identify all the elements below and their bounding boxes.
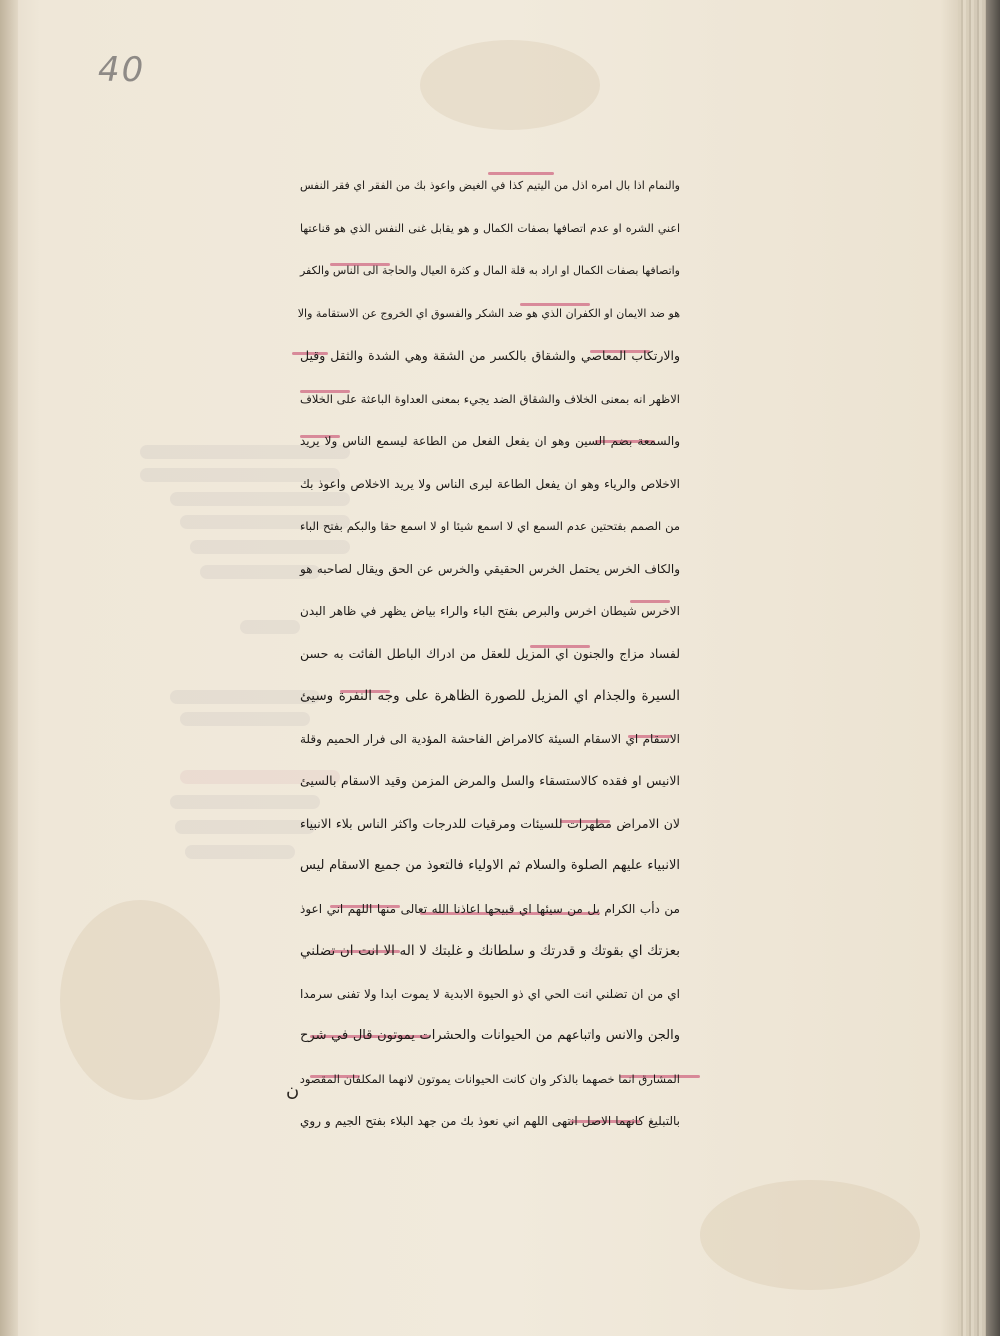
- text-line: لان الامراض مطهرات للسيئات ومرقيات للدرجات واكثر الناس بلاء الانبياء: [300, 815, 680, 831]
- text-line: اي من ان تضلني انت الحي اي ذو الحيوة الابدية لا يموت ابدا ولا تفنى سرمدا: [300, 986, 680, 1001]
- foxing-stain: [60, 900, 220, 1100]
- text-line: واتصافها بصفات الكمال او اراد به قلة المال و كثرة العيال والحاجة الى الناس والكفر: [299, 264, 680, 277]
- text-line: لفساد مزاج والجنون اي المزيل للعقل من ادراك الباطل الفائت به حسن: [300, 645, 680, 661]
- text-line: بعزتك اي بقوتك و قدرتك و سلطانك و غلبتك لا اله الا انت ان تضلني: [300, 943, 680, 959]
- main-text-block: [297, 165, 680, 1143]
- text-line: الاخلاص والرياء وهو ان يفعل الطاعة ليرى الناس ولا يريد الاخلاص واعوذ بك: [300, 476, 680, 491]
- text-line: اعني الشره او عدم اتصافها بصفات الكمال و هو يقابل غنى النفس الذي هو قناعتها: [300, 221, 680, 235]
- text-line: الانيس او فقده كالاستسقاء والسل والمرض المزمن وقيد الاسقام بالسيئ: [300, 773, 680, 788]
- text-line: والنمام اذا بال امره اذل من اليتيم كذا في الغيض واعوذ بك من الفقر اي فقر النفس: [300, 179, 680, 192]
- text-line: الاسقام اي الاسقام السيئة كالامراض الفاحشة المؤدية الى فرار الحميم وقلة: [300, 731, 680, 746]
- margin-mark: ن: [286, 1080, 300, 1101]
- text-line: هو ضد الايمان او الكفران الذي هو ضد الشكر والفسوق اي الخروج عن الاستقامة والا: [297, 306, 680, 320]
- text-line: بالتبليغ كانهما الاصل انتهى اللهم اني نعوذ بك من جهد البلاء بفتح الجيم و روي: [300, 1114, 680, 1128]
- text-line: والسمعة بضم السين وهو ان يفعل الفعل من الطاعة ليسمع الناس ولا يريد: [300, 434, 680, 448]
- text-line: الانبياء عليهم الصلوة والسلام ثم الاولياء فالتعوذ من جميع الاسقام ليس: [300, 858, 680, 873]
- text-line: من الصمم بفتحتين عدم السمع اي لا اسمع شيئا او لا اسمع حقا والبكم بفتح الباء: [300, 519, 680, 533]
- text-line: الاخرس شيطان اخرس والبرص بفتح الباء والراء بياض يظهر في ظاهر البدن: [300, 604, 680, 618]
- text-line: من دأب الكرام بل من سيئها اي قبيحها اعاذنا الله تعالى منها اللهم اني اعوذ: [300, 901, 680, 916]
- book-edge-shadow: [986, 0, 1000, 1336]
- foxing-stain: [420, 40, 600, 130]
- text-line: والكاف الخرس يحتمل الخرس الحقيقي والخرس عن الحق ويقال لصاحبه هو: [300, 561, 680, 576]
- text-line: الاظهر انه بمعنى الخلاف والشقاق الضد يجيء بمعنى العداوة الباعثة على الخلاف: [300, 391, 680, 406]
- text-line: السيرة والجذام اي المزيل للصورة الظاهرة على وجه النفرة وسيئ: [300, 688, 680, 704]
- foxing-stain: [700, 1180, 920, 1290]
- folio-number: 40: [98, 50, 146, 90]
- text-line: والجن والانس واتباعهم من الحيوانات والحشرات يموتون قال في شرح: [300, 1028, 680, 1043]
- text-line: والارتكاب المعاصي والشقاق بالكسر من الشقة وهي الشدة والثقل وقيل: [300, 348, 680, 363]
- binding-gutter: [0, 0, 18, 1336]
- text-line: المشارق انما خصهما بالذكر وان كانت الحيوانات يموتون لانهما المكلفان المقصود: [299, 1071, 680, 1086]
